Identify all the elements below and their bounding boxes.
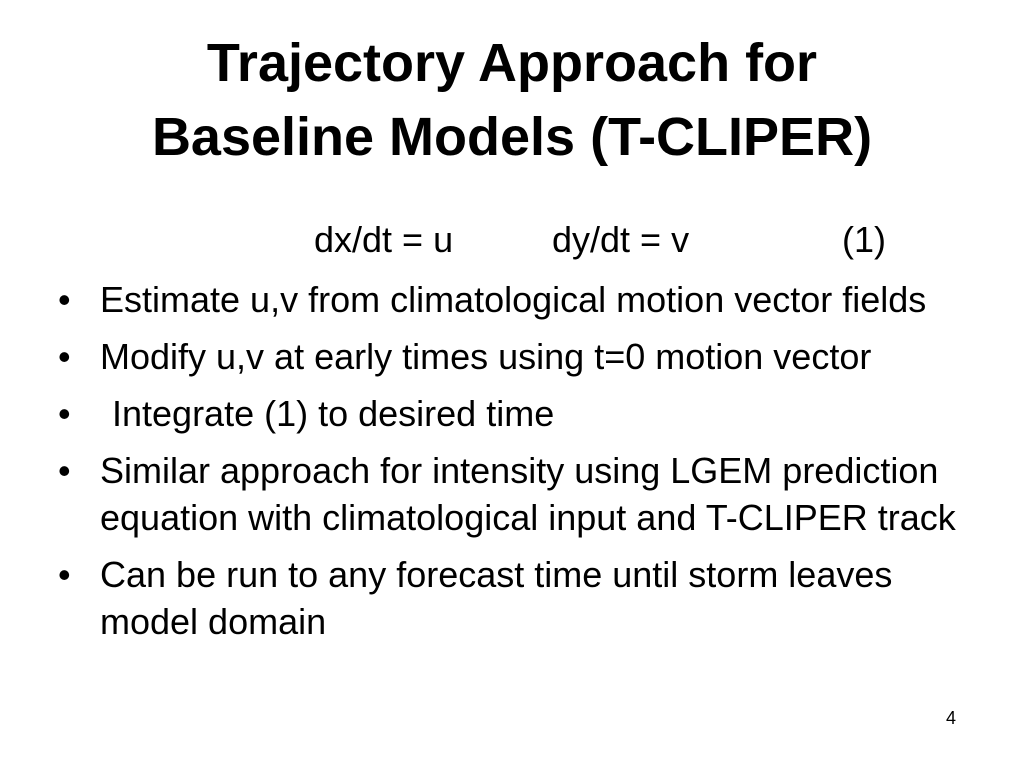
bullet-text: Modify u,v at early times using t=0 motion vector: [100, 336, 872, 377]
title-line-1: Trajectory Approach for: [206, 33, 818, 93]
bullet-item: [58, 390, 978, 437]
bullet-item: [58, 447, 978, 541]
bullet-marker: •: [58, 393, 71, 434]
bullet-text: Can be run to any forecast time until storm leaves model domain: [100, 554, 893, 642]
equation-dy-dt: dy/dt = v: [552, 219, 690, 260]
equation-dx-dt: dx/dt = u: [314, 219, 454, 260]
bullet-item: [58, 551, 978, 645]
bullet-list: [58, 276, 978, 655]
page-number: 4: [946, 708, 957, 728]
slide-title: [0, 26, 1024, 174]
equation-number: (1): [842, 219, 886, 260]
bullet-marker: •: [58, 450, 71, 491]
title-line-2: Baseline Models (T-CLIPER): [151, 107, 873, 167]
bullet-marker: •: [58, 279, 71, 320]
bullet-text: Estimate u,v from climatological motion vector fields: [100, 279, 927, 320]
bullet-marker: •: [58, 554, 71, 595]
bullet-text: Similar approach for intensity using LGEM prediction equation with climatological input and T-CLIPER track: [100, 450, 956, 538]
bullet-marker: •: [58, 336, 71, 377]
bullet-text: Integrate (1) to desired time: [112, 393, 555, 434]
bullet-item: [58, 333, 978, 380]
bullet-item: [58, 276, 978, 323]
